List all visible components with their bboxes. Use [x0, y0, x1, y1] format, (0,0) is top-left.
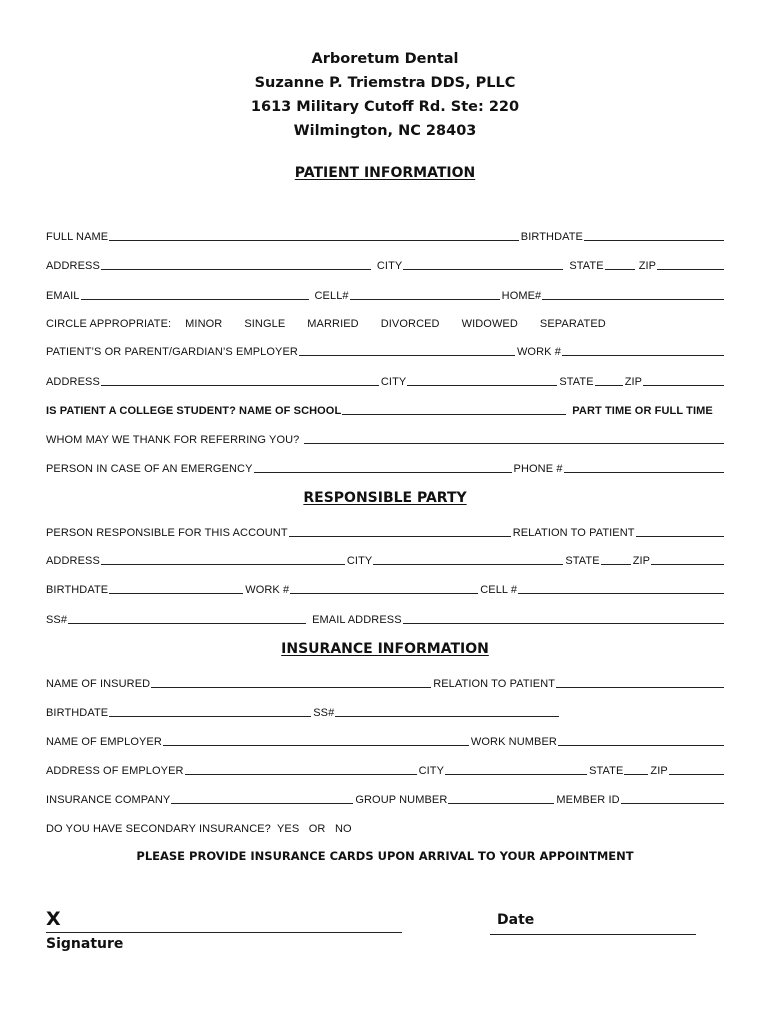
- full-name-label: FULL NAME: [46, 231, 109, 243]
- state-label: STATE: [569, 260, 604, 272]
- insured-ss-field[interactable]: [335, 715, 559, 717]
- work-field[interactable]: [562, 354, 724, 356]
- option-divorced[interactable]: DIVORCED: [380, 318, 440, 330]
- city-label: CITY: [376, 260, 403, 272]
- responsible-relation-label: RELATION TO PATIENT: [512, 527, 635, 539]
- option-separated[interactable]: SEPARATED: [539, 318, 606, 330]
- street-address: 1613 Military Cutoff Rd. Ste: 220: [250, 99, 520, 115]
- responsible-relation-field[interactable]: [636, 535, 724, 537]
- responsible-person-field[interactable]: [289, 535, 511, 537]
- row-emergency: [46, 459, 726, 475]
- group-number-field[interactable]: [448, 802, 554, 804]
- responsible-state-field[interactable]: [601, 563, 631, 565]
- insured-ss-label: SS#: [313, 707, 335, 719]
- secondary-insurance-label: DO YOU HAVE SECONDARY INSURANCE? YES OR NO: [46, 823, 352, 835]
- employer-field[interactable]: [299, 354, 515, 356]
- responsible-cell-label: CELL #: [480, 584, 518, 596]
- responsible-email-field[interactable]: [403, 622, 724, 624]
- work-number-field[interactable]: [558, 744, 724, 746]
- insured-city-field[interactable]: [445, 773, 587, 775]
- email-field[interactable]: [81, 298, 309, 300]
- circle-appropriate-label: CIRCLE APPROPRIATE:: [46, 318, 172, 330]
- responsible-zip-label: ZIP: [632, 555, 651, 567]
- birthdate-label: BIRTHDATE: [520, 231, 583, 243]
- employer-label: PATIENT’S OR PARENT/GARDIAN’S EMPLOYER: [46, 346, 298, 358]
- row-insured-employer: [46, 732, 726, 748]
- doctor-name: Suzanne P. Triemstra DDS, PLLC: [254, 75, 516, 91]
- row-college: [46, 401, 726, 417]
- option-minor[interactable]: MINOR: [185, 318, 223, 330]
- row-secondary-insurance: [46, 819, 726, 835]
- responsible-state-label: STATE: [565, 555, 600, 567]
- part-full-time-label: PART TIME OR FULL TIME: [572, 405, 713, 417]
- responsible-city-field[interactable]: [373, 563, 563, 565]
- employer-state-label: STATE: [559, 376, 594, 388]
- employer-city-label: CITY: [380, 376, 407, 388]
- row-insured-employer-address: [46, 761, 726, 777]
- responsible-work-field[interactable]: [290, 592, 478, 594]
- row-marital-status: [46, 314, 726, 330]
- insured-employer-address-label: ADDRESS OF EMPLOYER: [46, 765, 184, 777]
- insured-birthdate-field[interactable]: [109, 715, 311, 717]
- insured-state-label: STATE: [589, 765, 624, 777]
- employer-address-field[interactable]: [101, 384, 379, 386]
- zip-label: ZIP: [638, 260, 657, 272]
- employer-zip-label: ZIP: [624, 376, 643, 388]
- row-full-name: [46, 227, 726, 243]
- option-single[interactable]: SINGLE: [244, 318, 286, 330]
- option-married[interactable]: MARRIED: [307, 318, 359, 330]
- responsible-party-title: RESPONSIBLE PARTY: [303, 490, 467, 506]
- birthdate-field[interactable]: [584, 239, 724, 241]
- responsible-address-field[interactable]: [101, 563, 345, 565]
- responsible-person-label: PERSON RESPONSIBLE FOR THIS ACCOUNT: [46, 527, 288, 539]
- email-label: EMAIL: [46, 290, 80, 302]
- insurance-cards-notice: PLEASE PROVIDE INSURANCE CARDS UPON ARRIVAL TO YOUR APPOINTMENT: [136, 849, 634, 863]
- cell-field[interactable]: [350, 298, 500, 300]
- row-address: [46, 256, 726, 272]
- row-employer-address: [46, 372, 726, 388]
- patient-information-title: PATIENT INFORMATION: [294, 165, 476, 181]
- insured-relation-label: RELATION TO PATIENT: [433, 678, 556, 690]
- group-number-label: GROUP NUMBER: [355, 794, 448, 806]
- insured-zip-field[interactable]: [669, 773, 724, 775]
- full-name-field[interactable]: [109, 239, 519, 241]
- row-insured-birthdate: [46, 703, 726, 719]
- row-responsible-birthdate: [46, 580, 726, 596]
- responsible-address-label: ADDRESS: [46, 555, 100, 567]
- responsible-zip-field[interactable]: [651, 563, 724, 565]
- row-responsible-ss: [46, 610, 726, 626]
- signature-field[interactable]: [46, 932, 402, 933]
- member-id-field[interactable]: [621, 802, 724, 804]
- home-label: HOME#: [501, 290, 542, 302]
- responsible-work-label: WORK #: [245, 584, 290, 596]
- signature-label: Signature: [46, 936, 124, 952]
- state-field[interactable]: [605, 268, 635, 270]
- employer-city-field[interactable]: [407, 384, 557, 386]
- responsible-ss-field[interactable]: [68, 622, 306, 624]
- row-responsible-person: [46, 523, 726, 539]
- responsible-birthdate-field[interactable]: [109, 592, 243, 594]
- college-label: IS PATIENT A COLLEGE STUDENT? NAME OF SCHOOL: [46, 405, 342, 417]
- phone-label: PHONE #: [513, 463, 563, 475]
- row-insured: [46, 674, 726, 690]
- emergency-field[interactable]: [254, 471, 512, 473]
- work-number-label: WORK NUMBER: [470, 736, 557, 748]
- employer-zip-field[interactable]: [643, 384, 724, 386]
- emergency-label: PERSON IN CASE OF AN EMERGENCY: [46, 463, 253, 475]
- insurance-information-title: INSURANCE INFORMATION: [281, 641, 489, 657]
- option-widowed[interactable]: WIDOWED: [461, 318, 518, 330]
- responsible-ss-label: SS#: [46, 614, 68, 626]
- insured-label: NAME OF INSURED: [46, 678, 151, 690]
- city-state-zip: Wilmington, NC 28403: [293, 123, 477, 139]
- work-label: WORK #: [516, 346, 561, 358]
- insured-field[interactable]: [151, 686, 431, 688]
- cell-label: CELL#: [314, 290, 349, 302]
- insured-city-label: CITY: [418, 765, 445, 777]
- row-referral: [46, 430, 726, 446]
- practice-name: Arboretum Dental: [311, 51, 459, 67]
- address-field[interactable]: [101, 268, 371, 270]
- signature-x-mark: X: [46, 908, 61, 930]
- phone-field[interactable]: [564, 471, 724, 473]
- insured-employer-field[interactable]: [163, 744, 469, 746]
- employer-address-label: ADDRESS: [46, 376, 100, 388]
- referral-label: WHOM MAY WE THANK FOR REFERRING YOU?: [46, 434, 300, 446]
- insurance-company-label: INSURANCE COMPANY: [46, 794, 171, 806]
- row-employer: [46, 342, 726, 358]
- row-insurance-company: [46, 790, 726, 806]
- address-label: ADDRESS: [46, 260, 100, 272]
- row-email: [46, 286, 726, 302]
- responsible-email-label: EMAIL ADDRESS: [312, 614, 402, 626]
- home-field[interactable]: [542, 298, 724, 300]
- insured-birthdate-label: BIRTHDATE: [46, 707, 109, 719]
- city-field[interactable]: [403, 268, 563, 270]
- insured-employer-label: NAME OF EMPLOYER: [46, 736, 162, 748]
- referral-field[interactable]: [304, 442, 724, 444]
- employer-state-field[interactable]: [595, 384, 623, 386]
- zip-field[interactable]: [657, 268, 724, 270]
- member-id-label: MEMBER ID: [556, 794, 620, 806]
- insured-employer-address-field[interactable]: [185, 773, 417, 775]
- row-responsible-address: [46, 551, 726, 567]
- date-field[interactable]: [490, 934, 696, 935]
- insured-relation-field[interactable]: [556, 686, 724, 688]
- insured-zip-label: ZIP: [650, 765, 668, 777]
- responsible-cell-field[interactable]: [518, 592, 724, 594]
- insurance-company-field[interactable]: [171, 802, 353, 804]
- school-field[interactable]: [342, 413, 566, 415]
- date-label: Date: [497, 912, 535, 928]
- responsible-birthdate-label: BIRTHDATE: [46, 584, 109, 596]
- practice-header: [0, 47, 770, 143]
- insured-state-field[interactable]: [624, 773, 648, 775]
- responsible-city-label: CITY: [346, 555, 373, 567]
